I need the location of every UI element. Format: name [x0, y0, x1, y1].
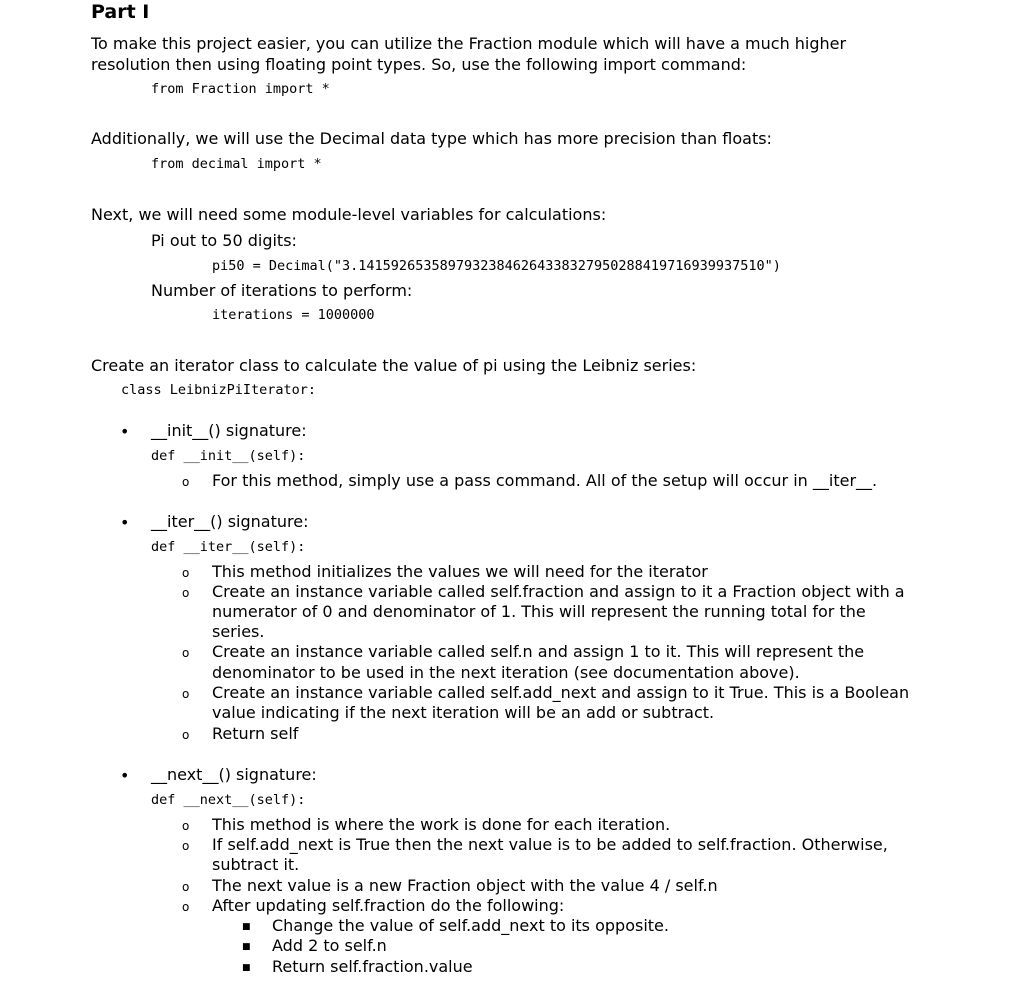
- circle-bullet: o: [182, 839, 190, 853]
- intro-line-2: resolution then using floating point types. So, use the following import command:: [91, 55, 747, 74]
- pi50-code: pi50 = Decimal("3.14159265358979323846264338327950288419716939937510"): [212, 258, 781, 274]
- circle-bullet: o: [182, 646, 190, 660]
- next-code: def __next__(self):: [151, 792, 306, 808]
- square-bullet: ■: [242, 922, 251, 932]
- iterator-text: Create an iterator class to calculate the value of pi using the Leibniz series:: [91, 356, 697, 375]
- intro-line-1: To make this project easier, you can utilize the Fraction module which will have a much higher: [91, 34, 847, 53]
- next-subitem-1: Change the value of self.add_next to its opposite.: [272, 916, 669, 935]
- circle-bullet: o: [182, 566, 190, 580]
- next-item-2: If self.add_next is True then the next value is to be added to self.fraction. Otherwise,: [212, 835, 888, 854]
- iter-item-4-cont: value indicating if the next iteration will be an add or subtract.: [212, 703, 715, 722]
- next-subitem-3: Return self.fraction.value: [272, 957, 473, 976]
- iter-item-3: Create an instance variable called self.n and assign 1 to it. This will represent the: [212, 642, 865, 661]
- next-item-4: After updating self.fraction do the following:: [212, 896, 565, 915]
- iter-item-2: Create an instance variable called self.fraction and assign to it a Fraction object with a: [212, 582, 905, 601]
- circle-bullet: o: [182, 900, 190, 914]
- init-code: def __init__(self):: [151, 448, 306, 464]
- next-title: __next__() signature:: [151, 765, 317, 784]
- next-item-2-cont: subtract it.: [212, 855, 300, 874]
- next-subitem-2: Add 2 to self.n: [272, 936, 387, 955]
- iter-item-2-cont: series.: [212, 622, 265, 641]
- init-title: __init__() signature:: [151, 421, 307, 440]
- iter-title: __iter__() signature:: [151, 512, 309, 531]
- class-code: class LeibnizPiIterator:: [121, 382, 317, 398]
- iterations-label: Number of iterations to perform:: [151, 281, 413, 300]
- circle-bullet: o: [182, 586, 190, 600]
- next-item-3: The next value is a new Fraction object with the value 4 / self.n: [212, 876, 718, 895]
- iter-item-4: Create an instance variable called self.add_next and assign to it True. This is a Boolean: [212, 683, 910, 702]
- circle-bullet: o: [182, 728, 190, 742]
- module-vars-text: Next, we will need some module-level variables for calculations:: [91, 205, 607, 224]
- circle-bullet: o: [182, 475, 190, 489]
- iter-item-5: Return self: [212, 724, 299, 743]
- iterations-code: iterations = 1000000: [212, 307, 375, 323]
- fraction-import-code: from Fraction import *: [151, 81, 330, 97]
- square-bullet: ■: [242, 963, 251, 973]
- decimal-import-code: from decimal import *: [151, 156, 322, 172]
- iter-item-1: This method initializes the values we will need for the iterator: [212, 562, 708, 581]
- circle-bullet: o: [182, 880, 190, 894]
- iter-code: def __iter__(self):: [151, 539, 306, 555]
- page-heading: Part I: [91, 1, 150, 23]
- next-item-1: This method is where the work is done for each iteration.: [212, 815, 671, 834]
- circle-bullet: o: [182, 687, 190, 701]
- circle-bullet: o: [182, 819, 190, 833]
- square-bullet: ■: [242, 942, 251, 952]
- pi-label: Pi out to 50 digits:: [151, 231, 297, 250]
- iter-item-3-cont: denominator to be used in the next iteration (see documentation above).: [212, 663, 800, 682]
- init-item-1: For this method, simply use a pass command. All of the setup will occur in __iter__.: [212, 471, 878, 490]
- bullet-iter: •: [120, 513, 130, 532]
- bullet-next: •: [120, 766, 130, 785]
- decimal-text: Additionally, we will use the Decimal data type which has more precision than floats:: [91, 129, 772, 148]
- bullet-init: •: [120, 422, 130, 441]
- iter-item-2-cont: numerator of 0 and denominator of 1. This will represent the running total for the: [212, 602, 866, 621]
